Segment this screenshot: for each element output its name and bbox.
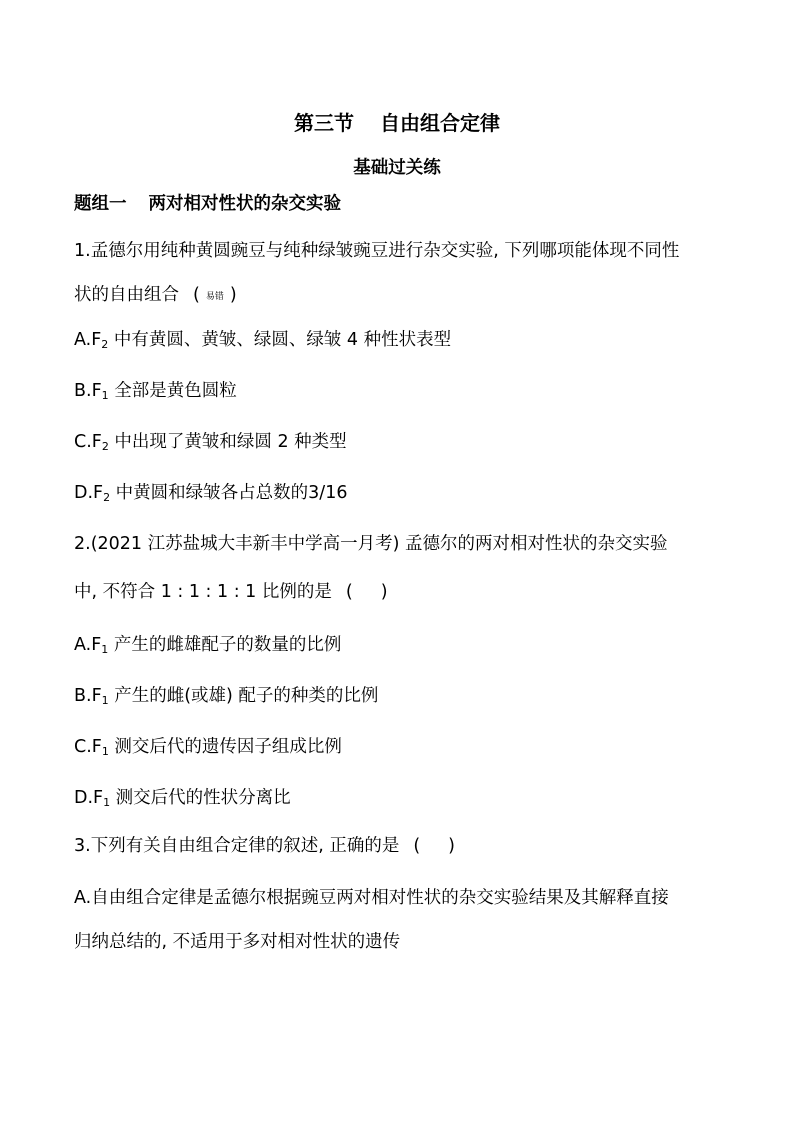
question-2-option-a: $A.F_1$ 产生的雌雄配子的数量的比例: [74, 635, 342, 656]
question-1-option-c: $C.F_2$ 中出现了黄皱和绿圆 2 种类型: [74, 432, 347, 453]
question-1-option-b: $B.F_1$ 全部是黄色圆粒: [74, 381, 237, 402]
question-3-option-a-line-2: 归纳总结的, 不适用于多对相对性状的遗传: [74, 932, 401, 952]
question-3-stem: 3.下列有关自由组合定律的叙述, 正确的是 ( ): [74, 836, 455, 856]
question-2-stem-line-2: 中, 不符合 1 : 1 : 1 : 1 比例的是 ( ): [74, 582, 388, 602]
difficulty-tag: 易错: [205, 292, 224, 302]
question-2-stem-line-1: 2.(2021 江苏盐城大丰新丰中学高一月考) 孟德尔的两对相对性状的杂交实验: [74, 534, 668, 554]
section-subtitle: 基础过关练: [353, 158, 441, 178]
answer-bracket: ( ): [413, 836, 455, 856]
question-1-stem-line-1: 1.孟德尔用纯种黄圆豌豆与纯种绿皱豌豆进行杂交实验, 下列哪项能体现不同性: [74, 241, 680, 261]
section-number: 第三节: [294, 111, 354, 135]
group-label: 题组一: [74, 194, 127, 214]
question-2-option-c: $C.F_1$ 测交后代的遗传因子组成比例: [74, 737, 342, 758]
group-name: 两对相对性状的杂交实验: [148, 194, 341, 214]
question-1-option-d: $D.F_2$ 中黄圆和绿皱各占总数的3/16: [74, 483, 348, 504]
question-3-option-a-line-1: A.自由组合定律是孟德尔根据豌豆两对相对性状的杂交实验结果及其解释直接: [74, 888, 669, 908]
question-2-option-d: $D.F_1$ 测交后代的性状分离比: [74, 788, 291, 809]
answer-bracket: ( 易错 ): [193, 283, 237, 309]
question-1-stem-line-2: 状的自由组合 ( 易错 ): [74, 283, 237, 309]
section-name: 自由组合定律: [380, 111, 500, 135]
section-title: [0, 110, 794, 136]
question-group-heading: [74, 192, 341, 216]
answer-bracket: ( ): [345, 582, 388, 602]
question-1-option-a: $A.F_2$ 中有黄圆、黄皱、绿圆、绿皱 4 种性状表型: [74, 330, 452, 351]
question-2-option-b: $B.F_1$ 产生的雌(或雄) 配子的种类的比例: [74, 686, 379, 707]
